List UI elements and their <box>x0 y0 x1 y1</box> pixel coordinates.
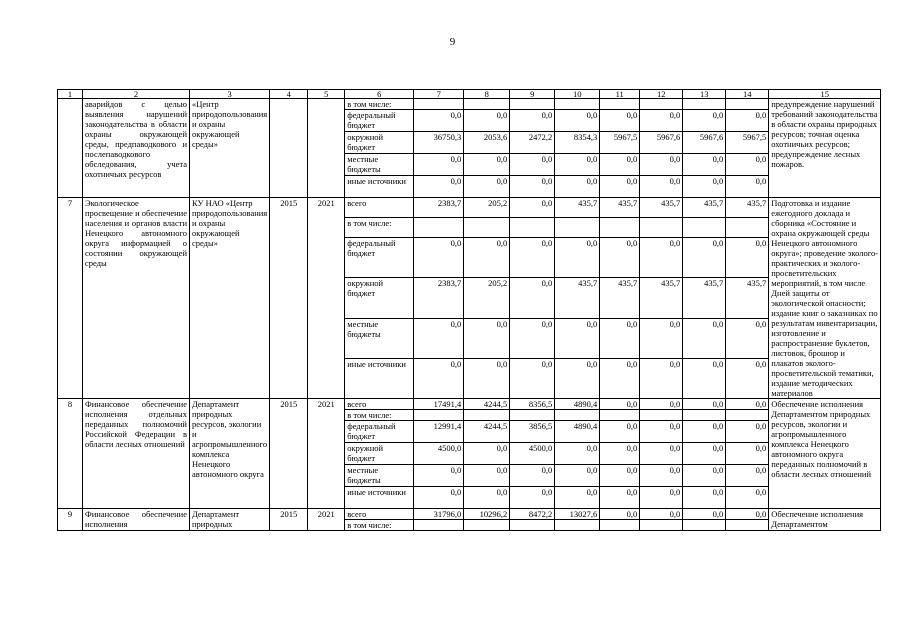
start-year: 2015 <box>270 198 308 399</box>
amount-cell: 0,0 <box>600 358 640 398</box>
amount-cell: 0,0 <box>464 465 510 487</box>
amount-cell: 0,0 <box>600 465 640 487</box>
amount-cell: 0,0 <box>683 509 726 520</box>
amount-cell: 0,0 <box>640 358 683 398</box>
table-row <box>58 509 881 520</box>
amount-cell: 0,0 <box>600 487 640 509</box>
amount-cell: 0,0 <box>600 110 640 132</box>
amount-cell <box>510 520 555 531</box>
amount-cell: 5967,6 <box>683 132 726 154</box>
column-header: 6 <box>345 90 414 99</box>
column-header: 3 <box>190 90 270 99</box>
funding-source: местные бюджеты <box>345 318 414 358</box>
amount-cell: 31796,0 <box>414 509 464 520</box>
amount-cell <box>726 410 769 421</box>
amount-cell: 0,0 <box>683 443 726 465</box>
amount-cell: 0,0 <box>640 176 683 198</box>
amount-cell: 0,0 <box>600 176 640 198</box>
amount-cell <box>600 99 640 110</box>
amount-cell: 0,0 <box>414 110 464 132</box>
amount-cell: 0,0 <box>683 465 726 487</box>
funding-source: всего <box>345 198 414 218</box>
column-header: 4 <box>270 90 308 99</box>
funding-source: окружной бюджет <box>345 443 414 465</box>
amount-cell: 0,0 <box>510 358 555 398</box>
table-row <box>58 198 881 218</box>
row-number <box>58 99 83 198</box>
amount-cell: 4890,4 <box>555 399 600 410</box>
measure-name: аварийдов с целью выявления нарушений законодательства в области охраны окружающей среды, предпаводкового и послепаводкового обследования, учета охотничьих ресурсов <box>83 99 190 198</box>
amount-cell: 0,0 <box>640 509 683 520</box>
amount-cell: 4500,0 <box>510 443 555 465</box>
program-table <box>57 89 881 531</box>
amount-cell <box>640 218 683 238</box>
row-number: 9 <box>58 509 83 531</box>
amount-cell: 0,0 <box>600 443 640 465</box>
amount-cell: 2383,7 <box>414 198 464 218</box>
amount-cell: 0,0 <box>464 176 510 198</box>
amount-cell: 2383,7 <box>414 278 464 318</box>
amount-cell <box>683 520 726 531</box>
amount-cell: 0,0 <box>510 154 555 176</box>
amount-cell: 0,0 <box>555 154 600 176</box>
executor: Департамент природных ресурсов, экологии и агропромышленного комплекса Ненецкого автономного округа <box>190 399 270 509</box>
funding-source: всего <box>345 509 414 520</box>
amount-cell: 17491,4 <box>414 399 464 410</box>
amount-cell <box>414 520 464 531</box>
amount-cell: 0,0 <box>600 399 640 410</box>
amount-cell: 0,0 <box>600 154 640 176</box>
amount-cell: 0,0 <box>640 443 683 465</box>
amount-cell: 10296,2 <box>464 509 510 520</box>
column-header: 10 <box>555 90 600 99</box>
amount-cell: 435,7 <box>683 198 726 218</box>
amount-cell: 0,0 <box>726 318 769 358</box>
amount-cell: 0,0 <box>600 318 640 358</box>
column-header: 7 <box>414 90 464 99</box>
amount-cell: 4890,4 <box>555 421 600 443</box>
amount-cell: 5967,5 <box>600 132 640 154</box>
amount-cell: 0,0 <box>414 176 464 198</box>
amount-cell: 0,0 <box>640 238 683 278</box>
amount-cell: 8472,2 <box>510 509 555 520</box>
amount-cell: 435,7 <box>726 278 769 318</box>
amount-cell: 0,0 <box>683 358 726 398</box>
amount-cell: 205,2 <box>464 278 510 318</box>
amount-cell: 4244,5 <box>464 399 510 410</box>
column-header: 14 <box>726 90 769 99</box>
column-header: 12 <box>640 90 683 99</box>
amount-cell: 0,0 <box>414 154 464 176</box>
amount-cell: 2053,6 <box>464 132 510 154</box>
amount-cell: 3856,5 <box>510 421 555 443</box>
amount-cell <box>640 99 683 110</box>
amount-cell <box>683 218 726 238</box>
amount-cell: 0,0 <box>726 154 769 176</box>
expected-result: Обеспечение исполнения Департаментом <box>769 509 881 531</box>
amount-cell: 435,7 <box>640 198 683 218</box>
column-header: 5 <box>308 90 345 99</box>
amount-cell: 0,0 <box>600 421 640 443</box>
amount-cell: 4500,0 <box>414 443 464 465</box>
amount-cell <box>600 520 640 531</box>
expected-result: Подготовка и издание ежегодного доклада и сборника «Состояние и охрана окружающей среды Ненецкого автономного округа»; проведение эколого-практических и эколого-просветительских мероприятий, в том числе Дней защиты от экологической опасности; издание книг о заказниках по результатам инвентаризации, изготовление и распространение буклетов, листовок, брошюр и плакатов эколого-просветительской тематики, издание методических материалов <box>769 198 881 399</box>
amount-cell <box>414 410 464 421</box>
amount-cell: 0,0 <box>640 465 683 487</box>
amount-cell: 8356,5 <box>510 399 555 410</box>
measure-name: Экологическое просвещение и обеспечение населения и органов власти Ненецкого автономного округа информацией о состоянии окружающей среды <box>83 198 190 399</box>
expected-result: предупреждение нарушений требований законодательства в области охраны природных ресурсов; точная оценка охотничьих ресурсов; предупреждение лесных пожаров. <box>769 99 881 198</box>
funding-source: федеральный бюджет <box>345 421 414 443</box>
amount-cell <box>555 99 600 110</box>
amount-cell: 0,0 <box>555 238 600 278</box>
funding-source: окружной бюджет <box>345 132 414 154</box>
amount-cell <box>464 410 510 421</box>
amount-cell <box>640 410 683 421</box>
executor: КУ НАО «Центр природопользования и охраны окружающей среды» <box>190 198 270 399</box>
expected-result: Обеспечение исполнения Департаментом природных ресурсов, экологии и агропромышленного комплекса Ненецкого автономного округа переданных полномочий в области лесных отношений <box>769 399 881 509</box>
amount-cell: 0,0 <box>555 176 600 198</box>
amount-cell: 12991,4 <box>414 421 464 443</box>
amount-cell: 0,0 <box>510 278 555 318</box>
funding-source: иные источники <box>345 487 414 509</box>
funding-source: окружной бюджет <box>345 278 414 318</box>
amount-cell: 0,0 <box>726 110 769 132</box>
funding-source: федеральный бюджет <box>345 238 414 278</box>
amount-cell: 0,0 <box>510 318 555 358</box>
amount-cell: 0,0 <box>640 487 683 509</box>
amount-cell: 435,7 <box>600 198 640 218</box>
amount-cell <box>414 218 464 238</box>
amount-cell: 0,0 <box>464 154 510 176</box>
amount-cell: 435,7 <box>555 278 600 318</box>
end-year <box>308 99 345 198</box>
amount-cell: 0,0 <box>640 154 683 176</box>
amount-cell: 5967,5 <box>726 132 769 154</box>
amount-cell: 0,0 <box>555 358 600 398</box>
page-number: 9 <box>449 36 456 48</box>
amount-cell: 0,0 <box>414 465 464 487</box>
funding-source: в том числе: <box>345 218 414 238</box>
amount-cell <box>555 218 600 238</box>
amount-cell: 0,0 <box>726 443 769 465</box>
amount-cell <box>600 218 640 238</box>
amount-cell: 0,0 <box>726 509 769 520</box>
column-header: 2 <box>83 90 190 99</box>
amount-cell: 0,0 <box>555 318 600 358</box>
amount-cell <box>464 520 510 531</box>
amount-cell <box>414 99 464 110</box>
amount-cell: 0,0 <box>683 110 726 132</box>
amount-cell <box>555 410 600 421</box>
amount-cell <box>510 99 555 110</box>
start-year <box>270 99 308 198</box>
amount-cell: 0,0 <box>600 238 640 278</box>
column-header: 13 <box>683 90 726 99</box>
amount-cell <box>726 218 769 238</box>
amount-cell: 0,0 <box>683 238 726 278</box>
executor: «Центр природопользования и охраны окружающей среды» <box>190 99 270 198</box>
header-row <box>58 90 881 99</box>
amount-cell: 0,0 <box>726 421 769 443</box>
amount-cell: 0,0 <box>510 238 555 278</box>
amount-cell <box>464 99 510 110</box>
start-year: 2015 <box>270 509 308 531</box>
amount-cell: 13027,6 <box>555 509 600 520</box>
amount-cell: 0,0 <box>683 318 726 358</box>
table-row <box>58 99 881 110</box>
amount-cell: 36750,3 <box>414 132 464 154</box>
funding-source: местные бюджеты <box>345 154 414 176</box>
amount-cell: 0,0 <box>414 318 464 358</box>
funding-source: всего <box>345 399 414 410</box>
amount-cell: 0,0 <box>464 318 510 358</box>
amount-cell: 435,7 <box>555 198 600 218</box>
amount-cell: 5967,6 <box>640 132 683 154</box>
column-header: 8 <box>464 90 510 99</box>
amount-cell: 0,0 <box>510 110 555 132</box>
amount-cell: 0,0 <box>640 399 683 410</box>
amount-cell <box>510 218 555 238</box>
amount-cell: 0,0 <box>555 465 600 487</box>
measure-name: Финансовое обеспечение исполнения отдельных переданных полномочий Российской Федерации в области лесных отношений <box>83 399 190 509</box>
funding-source: иные источники <box>345 176 414 198</box>
amount-cell: 0,0 <box>464 487 510 509</box>
amount-cell: 2472,2 <box>510 132 555 154</box>
amount-cell: 0,0 <box>683 399 726 410</box>
column-header: 9 <box>510 90 555 99</box>
funding-source: местные бюджеты <box>345 465 414 487</box>
row-number: 8 <box>58 399 83 509</box>
amount-cell: 0,0 <box>555 443 600 465</box>
amount-cell: 0,0 <box>726 487 769 509</box>
amount-cell <box>510 410 555 421</box>
amount-cell: 0,0 <box>640 110 683 132</box>
funding-source: иные источники <box>345 358 414 398</box>
amount-cell <box>726 520 769 531</box>
amount-cell: 435,7 <box>640 278 683 318</box>
start-year: 2015 <box>270 399 308 509</box>
amount-cell: 435,7 <box>600 278 640 318</box>
amount-cell: 0,0 <box>683 154 726 176</box>
amount-cell <box>464 218 510 238</box>
amount-cell: 0,0 <box>683 176 726 198</box>
amount-cell: 435,7 <box>726 198 769 218</box>
amount-cell: 0,0 <box>464 238 510 278</box>
amount-cell: 0,0 <box>555 110 600 132</box>
amount-cell <box>683 410 726 421</box>
column-header: 1 <box>58 90 83 99</box>
amount-cell <box>555 520 600 531</box>
funding-source: в том числе: <box>345 99 414 110</box>
row-number: 7 <box>58 198 83 399</box>
amount-cell: 0,0 <box>683 421 726 443</box>
amount-cell: 0,0 <box>600 509 640 520</box>
amount-cell: 0,0 <box>640 318 683 358</box>
amount-cell: 0,0 <box>726 465 769 487</box>
amount-cell: 0,0 <box>726 399 769 410</box>
amount-cell <box>726 99 769 110</box>
amount-cell: 8354,3 <box>555 132 600 154</box>
column-header: 11 <box>600 90 640 99</box>
amount-cell: 0,0 <box>555 487 600 509</box>
amount-cell: 0,0 <box>510 487 555 509</box>
amount-cell <box>683 99 726 110</box>
amount-cell <box>640 520 683 531</box>
funding-source: в том числе: <box>345 520 414 531</box>
executor: Департамент природных <box>190 509 270 531</box>
amount-cell: 0,0 <box>414 238 464 278</box>
amount-cell: 0,0 <box>510 176 555 198</box>
amount-cell <box>600 410 640 421</box>
end-year: 2021 <box>308 399 345 509</box>
amount-cell: 205,2 <box>464 198 510 218</box>
amount-cell: 0,0 <box>464 443 510 465</box>
column-header: 15 <box>769 90 881 99</box>
amount-cell: 4244,5 <box>464 421 510 443</box>
amount-cell: 0,0 <box>726 176 769 198</box>
amount-cell: 0,0 <box>414 358 464 398</box>
amount-cell: 0,0 <box>510 198 555 218</box>
amount-cell: 435,7 <box>683 278 726 318</box>
amount-cell: 0,0 <box>726 238 769 278</box>
amount-cell: 0,0 <box>464 110 510 132</box>
measure-name: Финансовое обеспечение исполнения <box>83 509 190 531</box>
amount-cell: 0,0 <box>414 487 464 509</box>
amount-cell: 0,0 <box>640 421 683 443</box>
amount-cell: 0,0 <box>464 358 510 398</box>
end-year: 2021 <box>308 509 345 531</box>
amount-cell: 0,0 <box>683 487 726 509</box>
amount-cell: 0,0 <box>510 465 555 487</box>
end-year: 2021 <box>308 198 345 399</box>
funding-source: в том числе: <box>345 410 414 421</box>
funding-source: федеральный бюджет <box>345 110 414 132</box>
table-row <box>58 399 881 410</box>
amount-cell: 0,0 <box>726 358 769 398</box>
